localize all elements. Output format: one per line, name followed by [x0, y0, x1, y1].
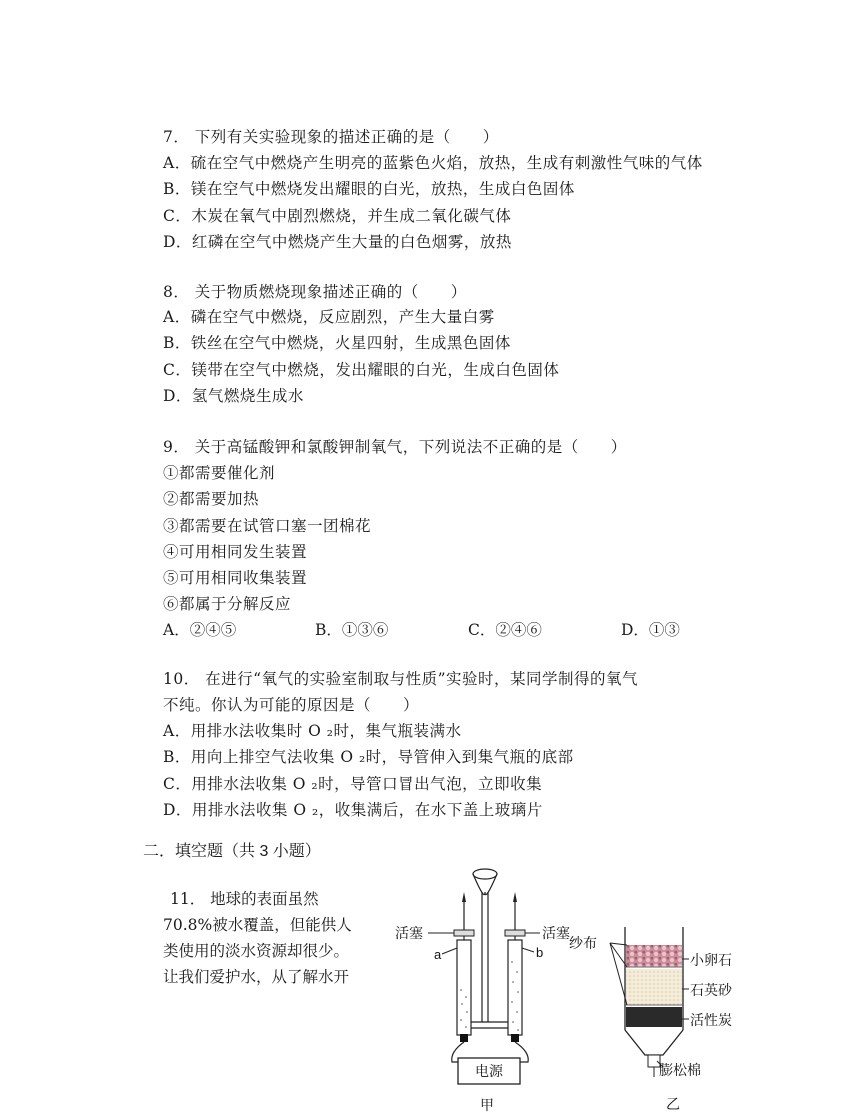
section-heading: 二．填空题（共 3 小题） [143, 843, 321, 860]
activated-carbon-label: 活性炭 [690, 1012, 732, 1028]
q9-option-c: C．②④⑥ [468, 621, 542, 639]
figure-yi-caption: 乙 [666, 1096, 680, 1112]
tube-a-label: a [434, 947, 442, 962]
q7-option-c: C．木炭在氧气中剧烈燃烧，并生成二氧化碳气体 [163, 207, 512, 225]
q9-statement-3: ③都需要在试管口塞一团棉花 [163, 517, 372, 535]
q11-line3: 类使用的淡水资源却很少。 [163, 942, 350, 960]
q9-statement-6: ⑥都属于分解反应 [163, 595, 292, 613]
q10-option-d: D．用排水法收集 O ₂，收集满后，在水下盖上玻璃片 [163, 801, 543, 819]
q9-stem: 9． 关于高锰酸钾和氯酸钾制氧气，下列说法不正确的是（ ） [163, 438, 627, 456]
q8-option-b: B．铁丝在空气中燃烧，火星四射，生成黑色固体 [163, 334, 511, 352]
power-label: 电源 [475, 1063, 503, 1079]
q10-option-b: B．用向上排空气法收集 O ₂时，导管伸入到集气瓶的底部 [163, 748, 574, 766]
figure-jia-caption: 甲 [480, 1097, 494, 1113]
q7-option-d: D．红磷在空气中燃烧产生大量的白色烟雾，放热 [163, 233, 512, 251]
q8-option-a: A．磷在空气中燃烧，反应剧烈，产生大量白雾 [163, 308, 495, 326]
q7-option-b: B．镁在空气中燃烧发出耀眼的白光，放热，生成白色固体 [163, 180, 575, 198]
tube-b-label: b [536, 945, 544, 960]
gauze-label: 纱布 [569, 935, 597, 951]
pebbles-label: 小卵石 [690, 952, 732, 968]
q8-option-d: D．氢气燃烧生成水 [163, 387, 304, 405]
q10-stem-line1: 10． 在进行“氧气的实验室制取与性质”实验时，某同学制得的氧气 [163, 670, 639, 688]
q8-stem: 8． 关于物质燃烧现象描述正确的（ ） [163, 283, 467, 301]
stopcock-left-label: 活塞 [395, 925, 423, 941]
q10-option-a: A．用排水法收集时 O ₂时，集气瓶装满水 [163, 722, 462, 740]
q9-option-a: A．②④⑤ [163, 621, 237, 639]
q9-statement-5: ⑤可用相同收集装置 [163, 569, 308, 587]
q9-statement-4: ④可用相同发生装置 [163, 543, 308, 561]
q7-option-a: A．硫在空气中燃烧产生明亮的蓝紫色火焰，放热，生成有刺激性气味的气体 [163, 154, 703, 172]
q7-stem: 7． 下列有关实验现象的描述正确的是（ ） [163, 128, 499, 146]
water-filter-diagram [565, 915, 765, 1113]
q9-statement-2: ②都需要加热 [163, 490, 260, 508]
quartz-sand-label: 石英砂 [690, 982, 732, 998]
q11-line1: 11． 地球的表面虽然 [170, 890, 319, 908]
q11-line2: 70.8%被水覆盖，但能供人 [163, 916, 352, 934]
q10-stem-line2: 不纯。你认为可能的原因是（ ） [163, 696, 420, 714]
q8-option-c: C．镁带在空气中燃烧，发出耀眼的白光，生成白色固体 [163, 361, 560, 379]
q11-line4: 让我们爱护水，从了解水开 [163, 968, 350, 986]
q10-option-c: C．用排水法收集 O ₂时，导管口冒出气泡，立即收集 [163, 775, 543, 793]
stopcock-right-label: 活塞 [542, 925, 570, 941]
q9-option-b: B．①③⑥ [315, 621, 389, 639]
q9-option-d: D．①③ [621, 621, 680, 639]
cotton-label: 膨松棉 [659, 1062, 701, 1078]
q9-statement-1: ①都需要催化剂 [163, 464, 276, 482]
